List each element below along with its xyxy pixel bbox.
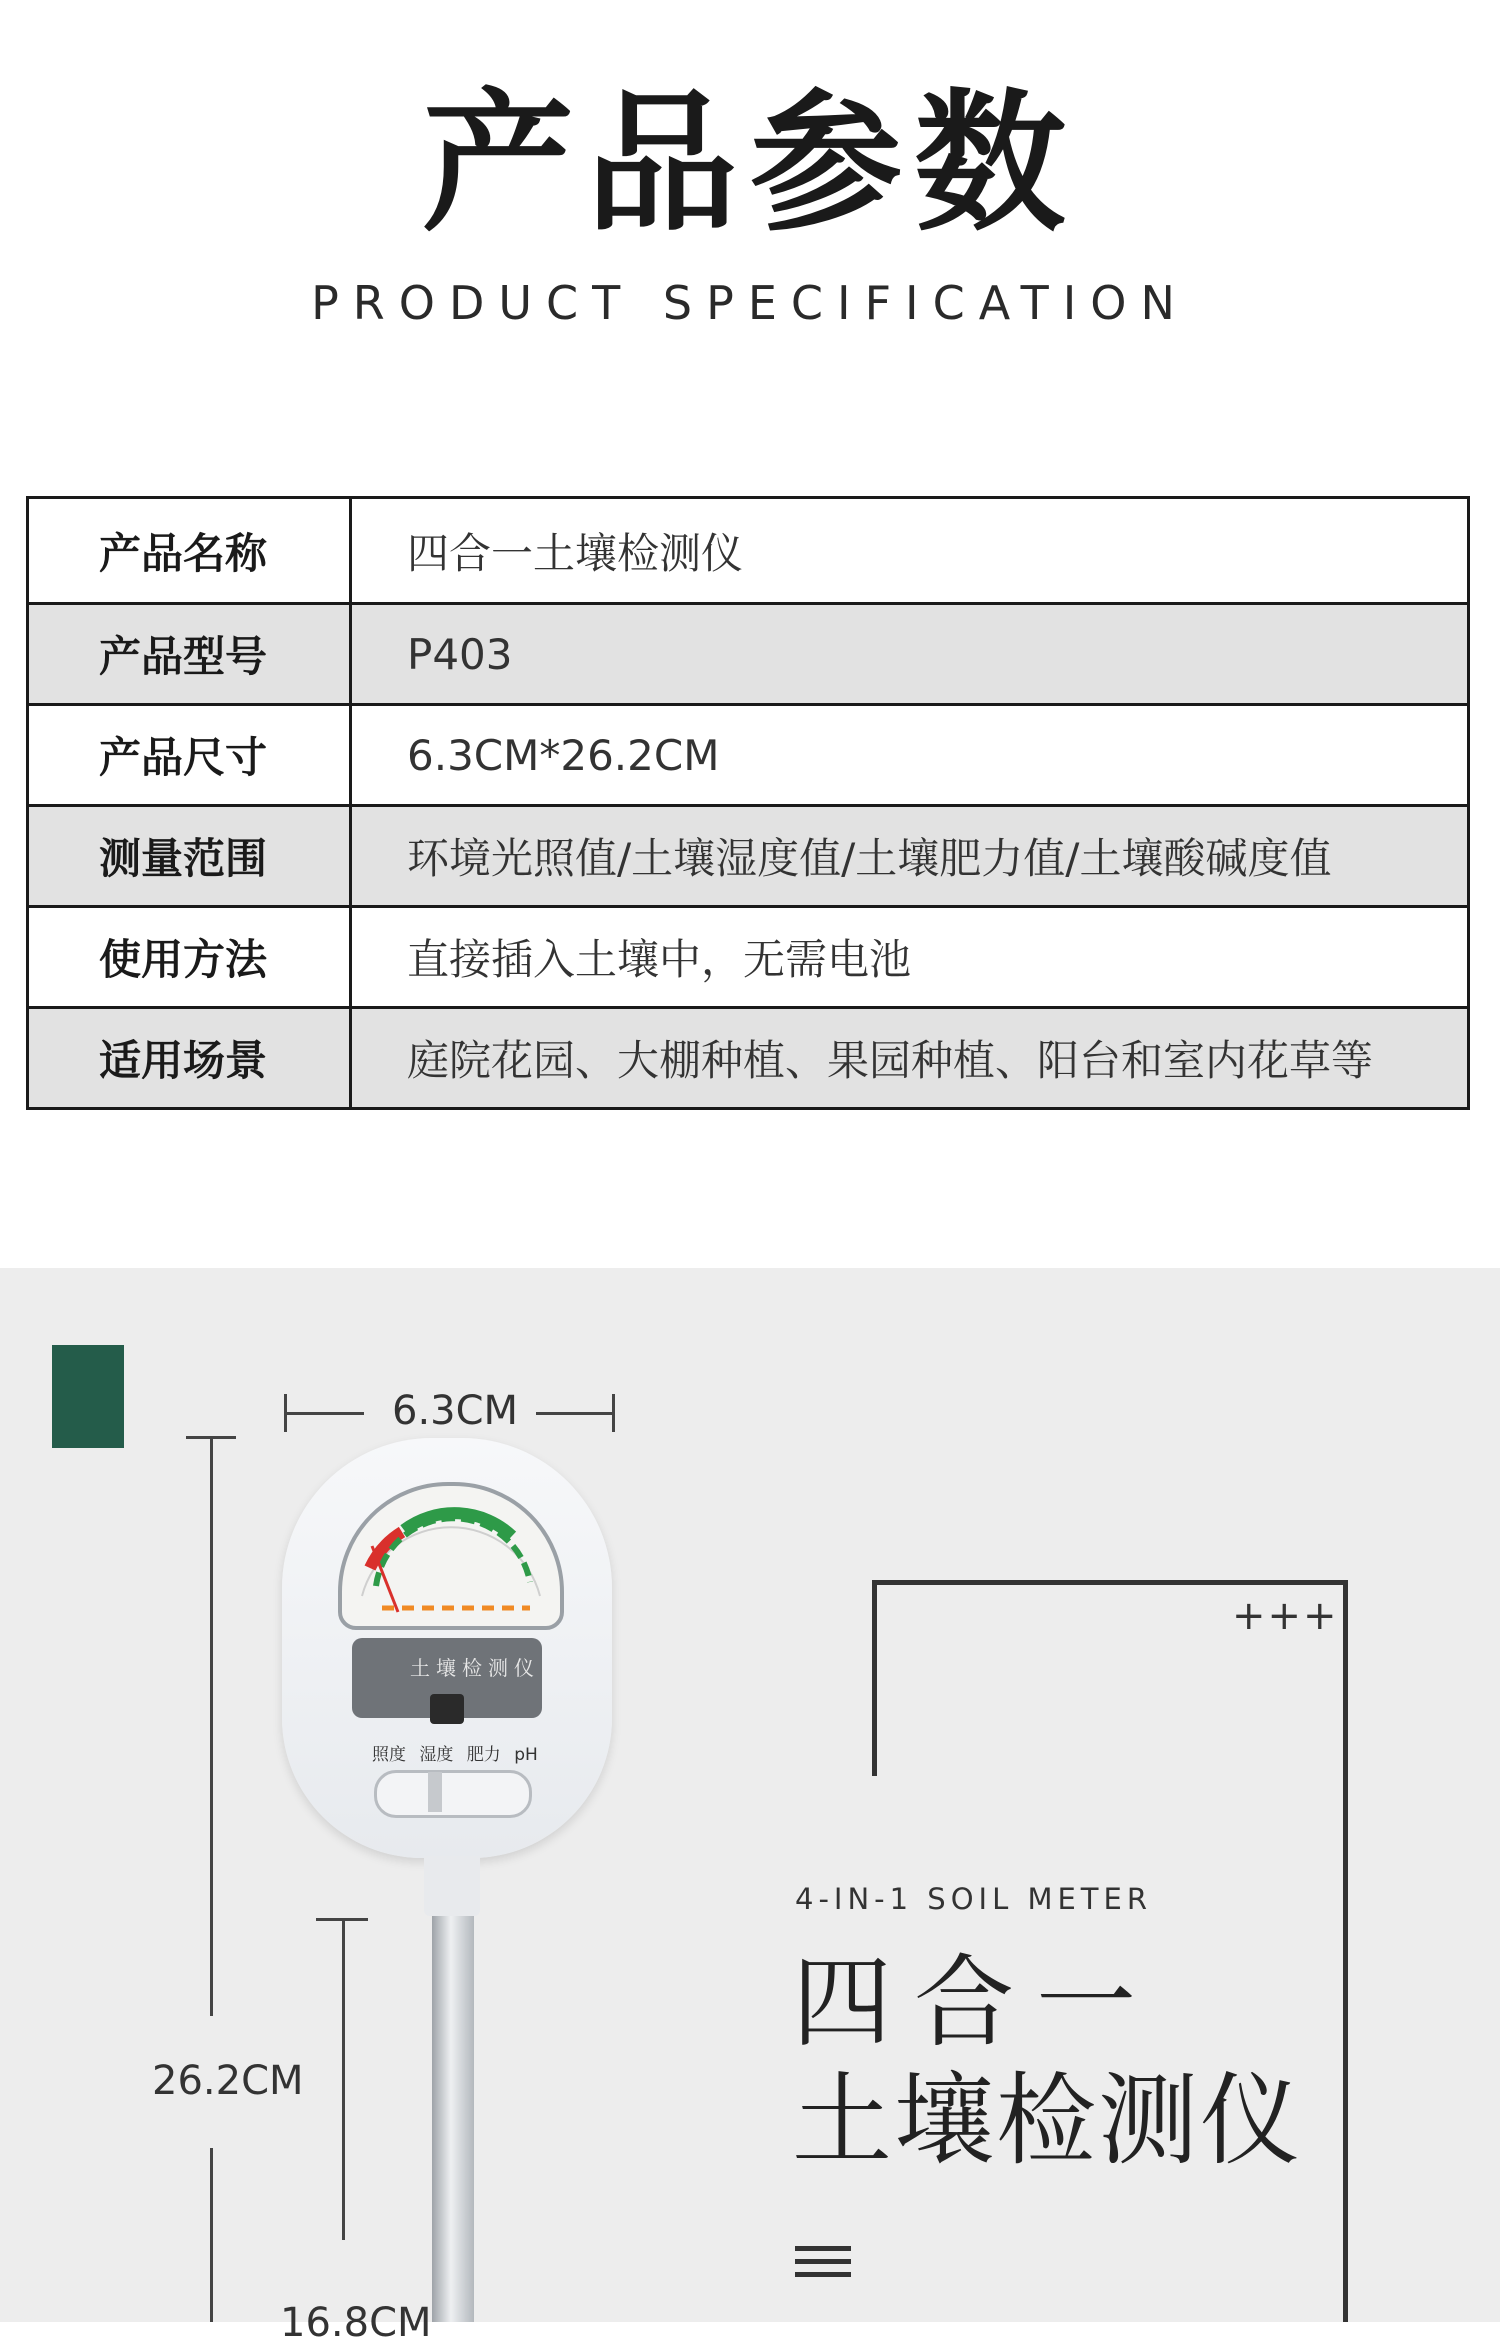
- spec-label: 产品名称: [29, 499, 352, 602]
- width-dimension-line: [536, 1412, 614, 1415]
- spec-label: 产品型号: [29, 605, 352, 703]
- frame-plus-mark: +++: [1232, 1593, 1339, 1639]
- spec-value: 6.3CM*26.2CM: [407, 730, 720, 780]
- frame-right-edge: [1343, 1580, 1348, 2322]
- spec-label: 测量范围: [29, 807, 352, 905]
- english-product-tag: 4-IN-1 SOIL METER: [795, 1882, 1152, 1916]
- device-neck: [424, 1856, 480, 1916]
- spec-label: 适用场景: [29, 1009, 352, 1107]
- frame-top-edge: [872, 1580, 1348, 1585]
- accent-block: [52, 1345, 124, 1448]
- mode-labels: 照度 湿度 肥力 pH: [372, 1745, 538, 1765]
- probe-dimension-label: 16.8CM: [280, 2300, 432, 2346]
- width-dimension-line: [284, 1412, 364, 1415]
- product-name-line-2: 土壤检测仪: [792, 2062, 1302, 2179]
- width-dimension-tick: [284, 1394, 287, 1432]
- device-label-text: 土壤检测仪: [410, 1656, 540, 1680]
- spec-row-name: [29, 499, 1467, 602]
- spec-value: 庭院花园、大棚种植、果园种植、阳台和室内花草等: [407, 1036, 1374, 1085]
- height-dimension-line: [210, 1436, 213, 2016]
- height-dimension-label: 26.2CM: [152, 2058, 304, 2104]
- probe-rod: [432, 1912, 474, 2322]
- spec-row-scenarios: [29, 1006, 1467, 1107]
- spec-value: 直接插入土壤中，无需电池: [407, 935, 912, 984]
- spec-value: P403: [407, 629, 513, 679]
- spec-row-range: [29, 804, 1467, 905]
- height-dimension-line: [210, 2148, 213, 2322]
- page-title: 产品参数: [422, 75, 1078, 252]
- spec-row-usage: [29, 905, 1467, 1006]
- width-dimension-label: 6.3CM: [392, 1388, 519, 1434]
- spec-label: 产品尺寸: [29, 706, 352, 804]
- mode-switch: [374, 1770, 532, 1818]
- spec-table: [26, 496, 1470, 1110]
- spec-value: 环境光照值/土壤湿度值/土壤肥力值/土壤酸碱度值: [407, 834, 1332, 883]
- spec-row-size: [29, 703, 1467, 804]
- spec-label: 使用方法: [29, 908, 352, 1006]
- menu-icon: [795, 2246, 851, 2285]
- frame-left-edge: [872, 1580, 877, 1776]
- product-name-line-1: 四合一: [792, 1944, 1158, 2061]
- mode-switch-knob: [428, 1772, 442, 1812]
- probe-dimension-line: [342, 1918, 345, 2240]
- page-subtitle: PRODUCT SPECIFICATION: [311, 276, 1189, 330]
- width-dimension-tick: [612, 1394, 615, 1432]
- spec-row-model: [29, 602, 1467, 703]
- spec-value: 四合一土壤检测仪: [407, 528, 744, 578]
- light-sensor: [430, 1694, 464, 1724]
